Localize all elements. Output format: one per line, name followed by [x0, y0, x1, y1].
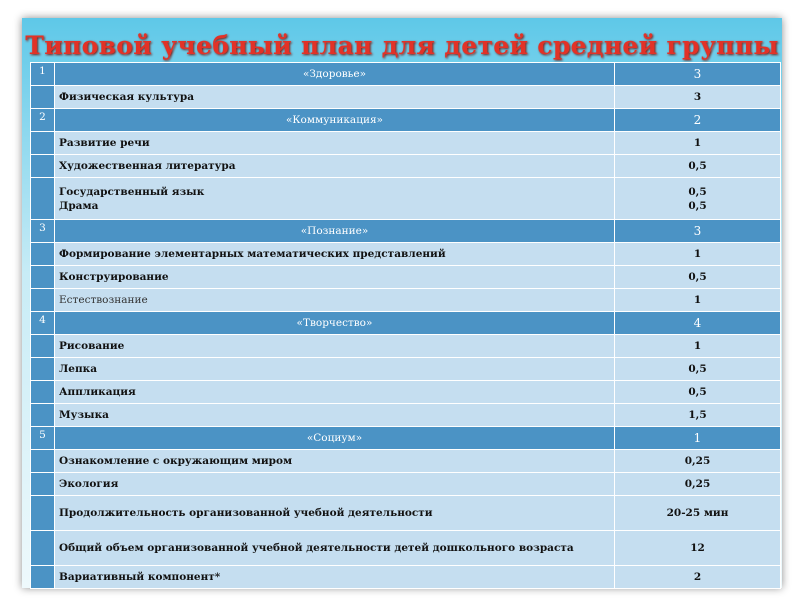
row-number	[31, 496, 55, 531]
subject-name: Музыка	[55, 404, 615, 427]
section-row	[31, 109, 781, 132]
subject-hours-line: 0,5	[688, 199, 707, 212]
section-name: «Социум»	[55, 427, 615, 450]
subject-name: Конструирование	[55, 266, 615, 289]
row-number	[31, 86, 55, 109]
section-hours: 4	[615, 312, 781, 335]
table-row	[31, 289, 781, 312]
subject-hours: 0,25	[615, 473, 781, 496]
table-row	[31, 450, 781, 473]
section-name: «Творчество»	[55, 312, 615, 335]
subject-name: Художественная литература	[55, 155, 615, 178]
row-number	[31, 178, 55, 220]
subject-hours: 1	[615, 243, 781, 266]
section-row	[31, 63, 781, 86]
row-number	[31, 335, 55, 358]
table-row	[31, 473, 781, 496]
table-row	[31, 566, 781, 589]
row-number	[31, 473, 55, 496]
subject-name: Экология	[55, 473, 615, 496]
subject-hours: 12	[615, 531, 781, 566]
subject-name: Вариативный компонент*	[55, 566, 615, 589]
table-row	[31, 381, 781, 404]
section-name: «Коммуникация»	[55, 109, 615, 132]
subject-name: Продолжительность организованной учебной деятельности	[55, 496, 615, 531]
subject-hours: 1	[615, 132, 781, 155]
subject-name: Естествознание	[55, 289, 615, 312]
table-row	[31, 243, 781, 266]
table-row	[31, 531, 781, 566]
row-number	[31, 266, 55, 289]
subject-hours: 0,25	[615, 450, 781, 473]
section-name: «Познание»	[55, 220, 615, 243]
subject-hours: 0,5	[615, 358, 781, 381]
table-row	[31, 178, 781, 220]
row-number	[31, 450, 55, 473]
row-number	[31, 404, 55, 427]
subject-name: Аппликация	[55, 381, 615, 404]
subject-hours: 1	[615, 335, 781, 358]
subject-name: Рисование	[55, 335, 615, 358]
row-number	[31, 381, 55, 404]
subject-name: Физическая культура	[55, 86, 615, 109]
row-number	[31, 566, 55, 589]
section-row	[31, 427, 781, 450]
row-number: 3	[31, 220, 55, 243]
row-number	[31, 358, 55, 381]
table-row	[31, 496, 781, 531]
subject-hours: 20-25 мин	[615, 496, 781, 531]
row-number	[31, 243, 55, 266]
subject-name: Ознакомление с окружающим миром	[55, 450, 615, 473]
table-row	[31, 404, 781, 427]
table-row	[31, 335, 781, 358]
subject-hours: 1,5	[615, 404, 781, 427]
section-name: «Здоровье»	[55, 63, 615, 86]
row-number	[31, 132, 55, 155]
row-number	[31, 531, 55, 566]
row-number: 4	[31, 312, 55, 335]
table-row	[31, 86, 781, 109]
section-hours: 3	[615, 220, 781, 243]
subject-name: Общий объем организованной учебной деятельности детей дошкольного возраста	[55, 531, 615, 566]
row-number: 1	[31, 63, 55, 86]
row-number	[31, 289, 55, 312]
row-number: 5	[31, 427, 55, 450]
subject-hours: 0,5	[615, 266, 781, 289]
subject-name-line: Государственный язык	[59, 185, 205, 198]
section-hours: 2	[615, 109, 781, 132]
subject-hours: 0,5	[615, 381, 781, 404]
subject-hours: 1	[615, 289, 781, 312]
table-row	[31, 358, 781, 381]
slide	[22, 18, 782, 588]
subject-hours	[615, 178, 781, 220]
section-row	[31, 312, 781, 335]
section-row	[31, 220, 781, 243]
subject-hours: 0,5	[615, 155, 781, 178]
subject-hours: 3	[615, 86, 781, 109]
slide-title: Типовой учебный план для детей средней группы	[25, 31, 779, 60]
curriculum-table	[30, 62, 781, 589]
subject-name: Лепка	[55, 358, 615, 381]
table-row	[31, 132, 781, 155]
row-number: 2	[31, 109, 55, 132]
section-hours: 3	[615, 63, 781, 86]
subject-name-line: Драма	[59, 199, 99, 212]
subject-hours-line: 0,5	[688, 185, 707, 198]
subject-name: Формирование элементарных математических представлений	[55, 243, 615, 266]
subject-hours: 2	[615, 566, 781, 589]
row-number	[31, 155, 55, 178]
table-row	[31, 266, 781, 289]
table-row	[31, 155, 781, 178]
section-hours: 1	[615, 427, 781, 450]
subject-name: Развитие речи	[55, 132, 615, 155]
subject-name	[55, 178, 615, 220]
